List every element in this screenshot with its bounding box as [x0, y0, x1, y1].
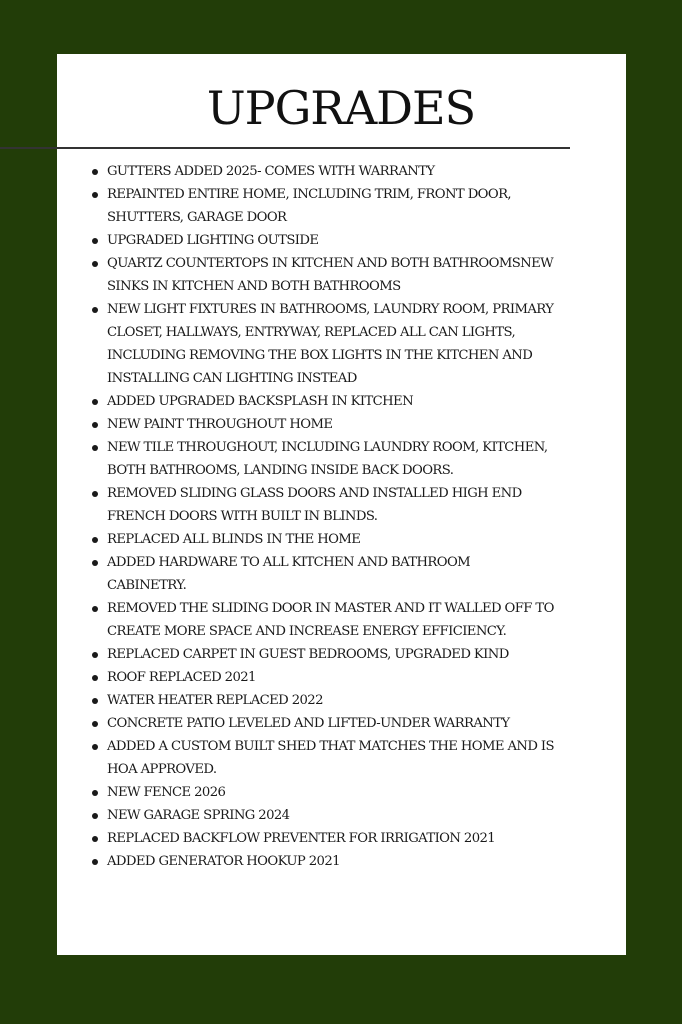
- list-item: NEW GARAGE SPRING 2024: [91, 804, 621, 827]
- list-item: NEW LIGHT FIXTURES IN BATHROOMS, LAUNDRY ROOM, PRIMARY CLOSET, HALLWAYS, ENTRYWAY, REPLACED ALL CAN LIGHTS, INCLUDING REMOVING THE BOX LIGHTS IN THE KITCHEN AND INSTALLING CAN LIGHTING INSTEAD: [91, 298, 621, 390]
- list-item: ADDED GENERATOR HOOKUP 2021: [91, 850, 621, 873]
- list-item: ROOF REPLACED 2021: [91, 666, 621, 689]
- list-item: WATER HEATER REPLACED 2022: [91, 689, 621, 712]
- list-item: NEW FENCE 2026: [91, 781, 621, 804]
- list-item: REPLACED CARPET IN GUEST BEDROOMS, UPGRADED KIND: [91, 643, 621, 666]
- list-item: REPLACED ALL BLINDS IN THE HOME: [91, 528, 621, 551]
- list-item: ADDED UPGRADED BACKSPLASH IN KITCHEN: [91, 390, 621, 413]
- page-title: UPGRADES: [206, 81, 476, 135]
- list-item: ADDED HARDWARE TO ALL KITCHEN AND BATHROOM CABINETRY.: [91, 551, 621, 597]
- list-item: REPAINTED ENTIRE HOME, INCLUDING TRIM, FRONT DOOR, SHUTTERS, GARAGE DOOR: [91, 183, 621, 229]
- title-divider: [0, 147, 570, 149]
- list-item: UPGRADED LIGHTING OUTSIDE: [91, 229, 621, 252]
- list-item: QUARTZ COUNTERTOPS IN KITCHEN AND BOTH BATHROOMSNEW SINKS IN KITCHEN AND BOTH BATHROOMS: [91, 252, 621, 298]
- list-item: NEW TILE THROUGHOUT, INCLUDING LAUNDRY ROOM, KITCHEN, BOTH BATHROOMS, LANDING INSIDE BACK DOORS.: [91, 436, 621, 482]
- list-item: REMOVED SLIDING GLASS DOORS AND INSTALLED HIGH END FRENCH DOORS WITH BUILT IN BLINDS.: [91, 482, 621, 528]
- list-item: NEW PAINT THROUGHOUT HOME: [91, 413, 621, 436]
- list-item: REPLACED BACKFLOW PREVENTER FOR IRRIGATION 2021: [91, 827, 621, 850]
- list-item: ADDED A CUSTOM BUILT SHED THAT MATCHES THE HOME AND IS HOA APPROVED.: [91, 735, 621, 781]
- upgrades-list: [91, 160, 621, 873]
- list-item: REMOVED THE SLIDING DOOR IN MASTER AND IT WALLED OFF TO CREATE MORE SPACE AND INCREASE ENERGY EFFICIENCY.: [91, 597, 621, 643]
- list-item: CONCRETE PATIO LEVELED AND LIFTED-UNDER WARRANTY: [91, 712, 621, 735]
- list-item: GUTTERS ADDED 2025- COMES WITH WARRANTY: [91, 160, 621, 183]
